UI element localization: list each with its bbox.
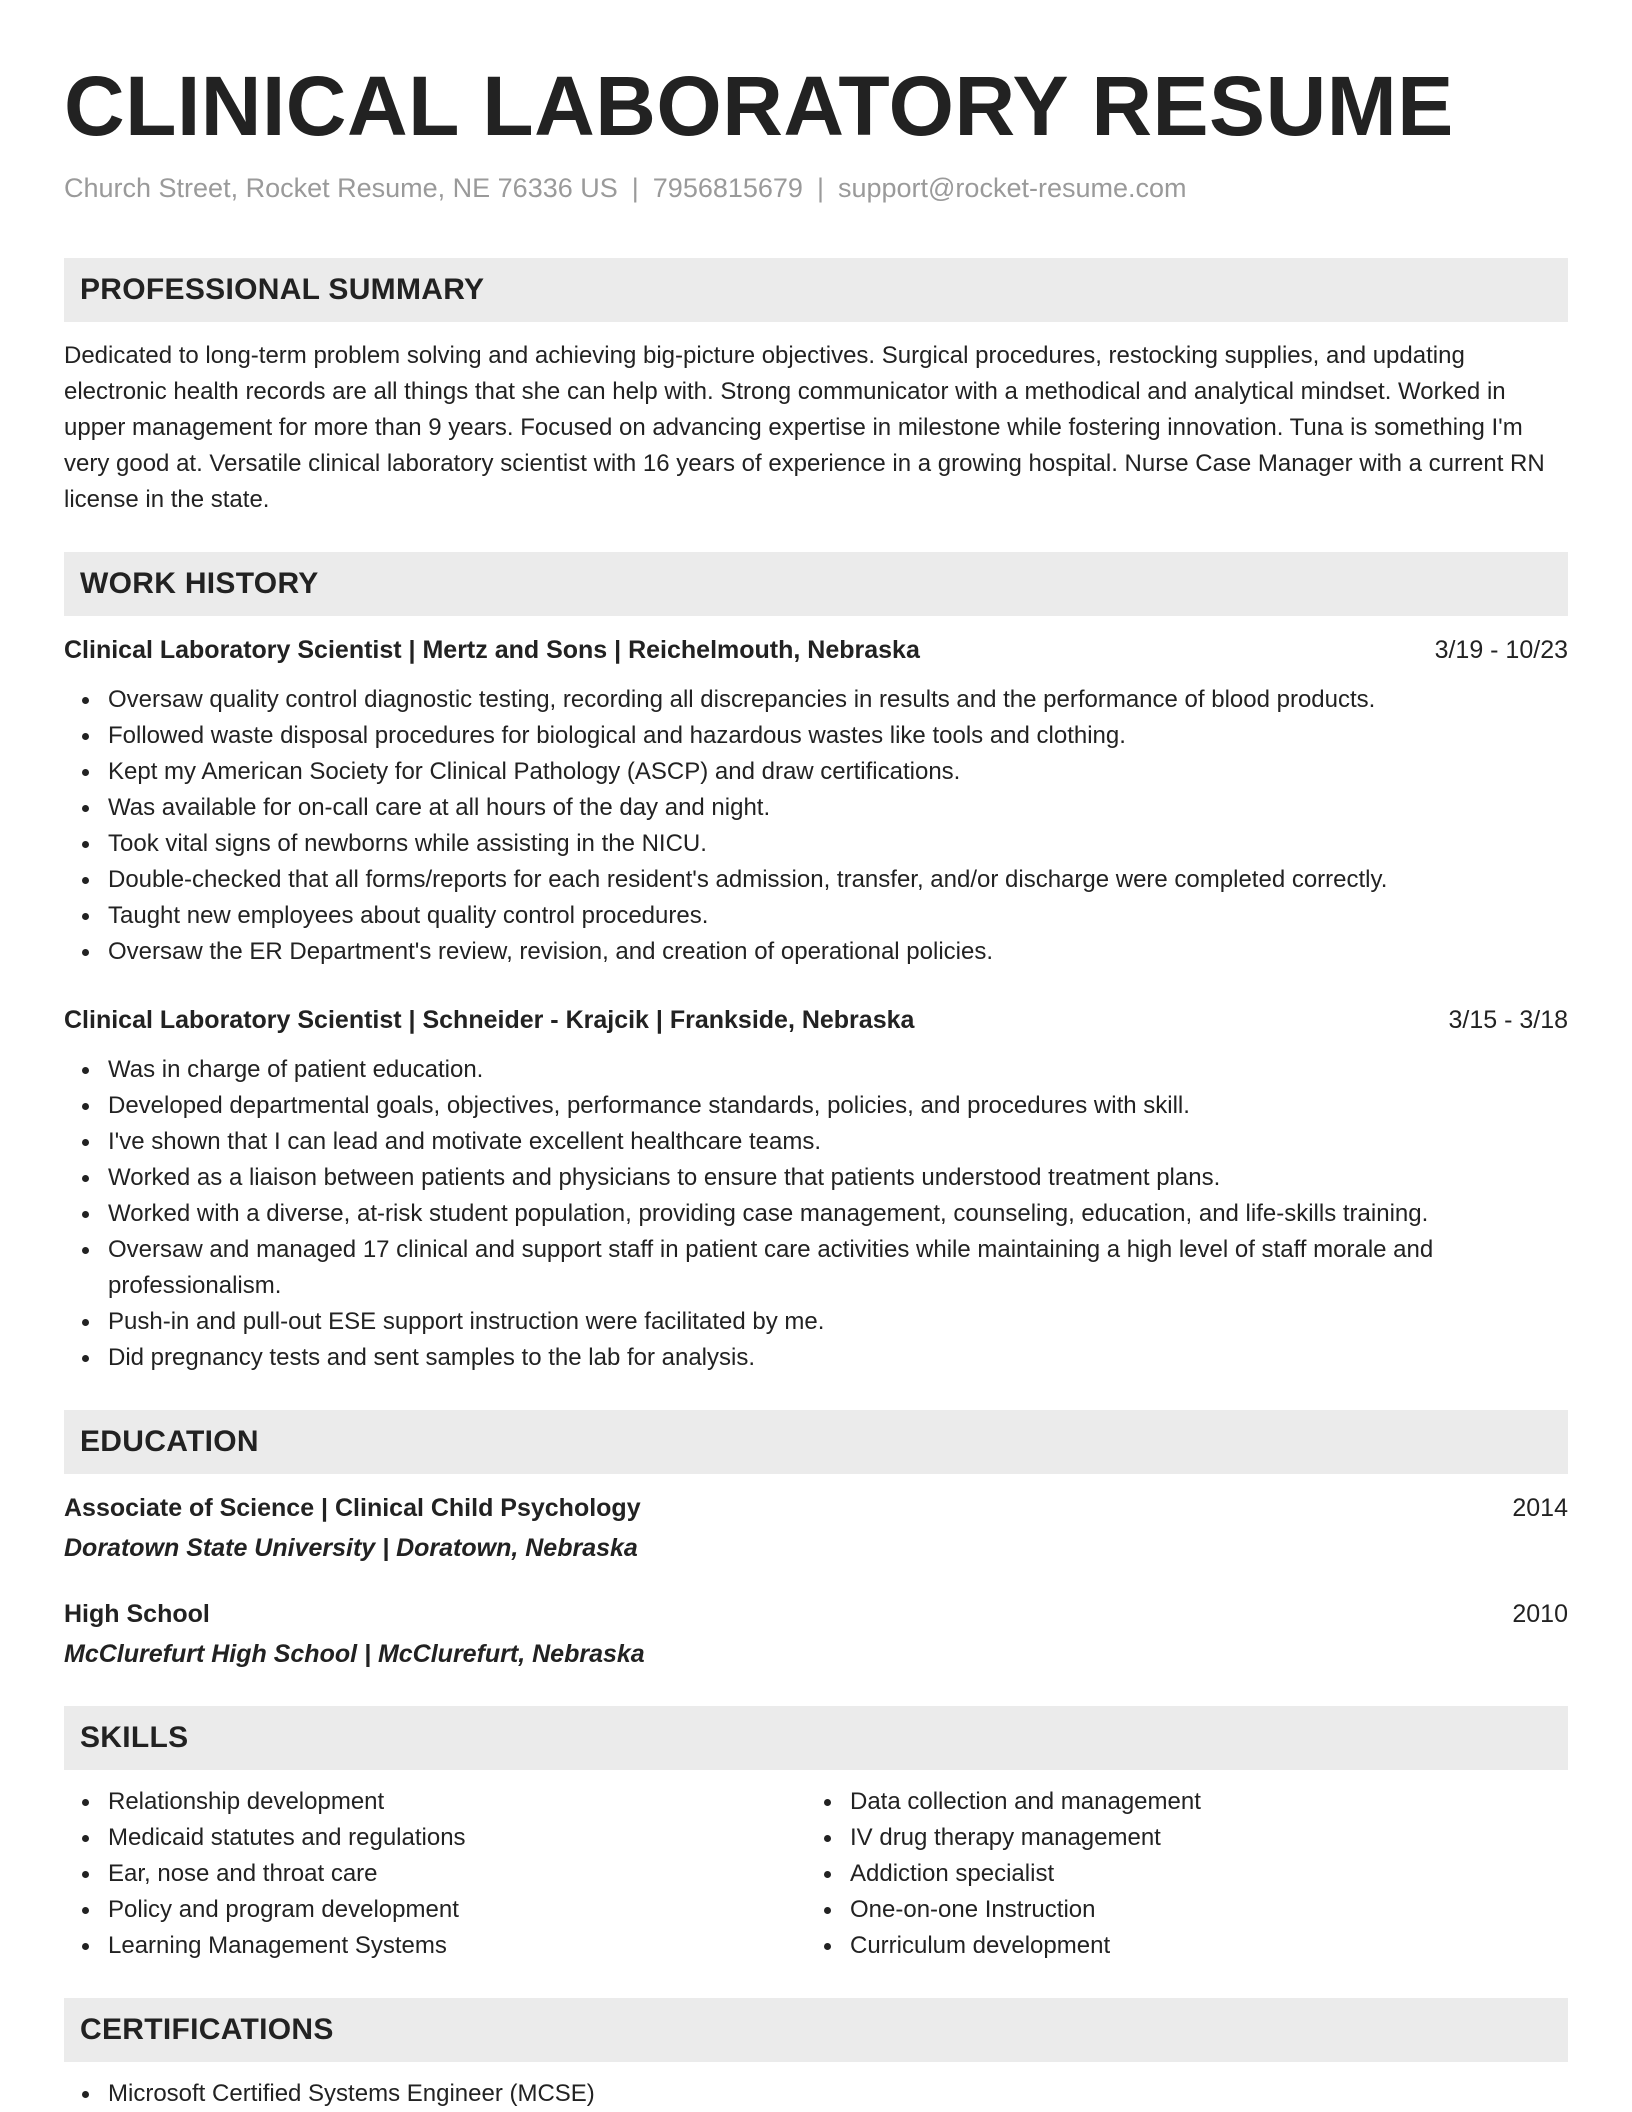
job-bullet: Followed waste disposal procedures for biological and hazardous wastes like tools and clothing. xyxy=(108,718,1568,754)
job-bullet: Was available for on-call care at all hours of the day and night. xyxy=(108,790,1568,826)
skill-item: IV drug therapy management xyxy=(850,1820,1548,1856)
contact-address: Church Street, Rocket Resume, NE 76336 US xyxy=(64,173,618,203)
education-school: McClurefurt High School | McClurefurt, Nebraska xyxy=(64,1640,645,1668)
job-bullet: I've shown that I can lead and motivate excellent healthcare teams. xyxy=(108,1124,1568,1160)
skills-column-right xyxy=(806,1784,1548,1964)
education-entry xyxy=(64,1596,1568,1672)
job-bullet: Taught new employees about quality control procedures. xyxy=(108,898,1568,934)
contact-separator: | xyxy=(816,173,824,203)
education-year: 2010 xyxy=(1512,1600,1568,1628)
job-entry xyxy=(64,1002,1568,1376)
education-degree: High School xyxy=(64,1600,210,1628)
education-degree: Associate of Science | Clinical Child Psychology xyxy=(64,1494,641,1522)
section-header-education: EDUCATION xyxy=(64,1410,1568,1474)
section-header-work-history: WORK HISTORY xyxy=(64,552,1568,616)
job-dates: 3/19 - 10/23 xyxy=(1434,636,1568,664)
job-bullet: Did pregnancy tests and sent samples to the lab for analysis. xyxy=(108,1340,1568,1376)
job-bullet: Worked as a liaison between patients and physicians to ensure that patients understood treatment plans. xyxy=(108,1160,1568,1196)
job-bullet: Kept my American Society for Clinical Pathology (ASCP) and draw certifications. xyxy=(108,754,1568,790)
education-year: 2014 xyxy=(1512,1494,1568,1522)
certifications-list xyxy=(64,2076,1568,2112)
section-header-certifications: CERTIFICATIONS xyxy=(64,1998,1568,2062)
education-header xyxy=(64,1596,1568,1632)
job-bullet: Developed departmental goals, objectives, performance standards, policies, and procedures with skill. xyxy=(108,1088,1568,1124)
summary-text: Dedicated to long-term problem solving and achieving big-picture objectives. Surgical procedures, restocking supplies, and updating electronic health records are all things that she can help with. Strong communicator with a methodical and analytical mindset. Worked in upper management for more than 9 years. Focused on advancing expertise in milestone while fostering innovation. Tuna is something I'm very good at. Versatile clinical laboratory scientist with 16 years of experience in a growing hospital. Nurse Case Manager with a current RN license in the state. xyxy=(64,342,1545,513)
job-bullet: Oversaw quality control diagnostic testing, recording all discrepancies in results and the performance of blood products. xyxy=(108,682,1568,718)
skill-item: Addiction specialist xyxy=(850,1856,1548,1892)
skill-item: Learning Management Systems xyxy=(108,1928,806,1964)
education-header xyxy=(64,1490,1568,1526)
contact-line xyxy=(64,170,1568,206)
section-header-summary: PROFESSIONAL SUMMARY xyxy=(64,258,1568,322)
skills-list xyxy=(64,1784,806,1964)
job-bullet: Was in charge of patient education. xyxy=(108,1052,1568,1088)
contact-separator: | xyxy=(631,173,639,203)
education-school: Doratown State University | Doratown, Nebraska xyxy=(64,1534,638,1562)
job-header xyxy=(64,1002,1568,1038)
job-bullet: Oversaw and managed 17 clinical and support staff in patient care activities while maintaining a high level of staff morale and professionalism. xyxy=(108,1232,1568,1304)
resume-page xyxy=(64,0,1568,2112)
job-title: Clinical Laboratory Scientist | Mertz and Sons | Reichelmouth, Nebraska xyxy=(64,636,920,664)
skill-item: Curriculum development xyxy=(850,1928,1548,1964)
skills-columns xyxy=(64,1784,1568,1964)
job-bullet: Worked with a diverse, at-risk student population, providing case management, counseling, education, and life-skills training. xyxy=(108,1196,1568,1232)
job-bullet: Took vital signs of newborns while assisting in the NICU. xyxy=(108,826,1568,862)
job-bullet-list xyxy=(64,682,1568,970)
skill-item: One-on-one Instruction xyxy=(850,1892,1548,1928)
skills-column-left xyxy=(64,1784,806,1964)
skills-list xyxy=(806,1784,1548,1964)
job-bullet: Push-in and pull-out ESE support instruction were facilitated by me. xyxy=(108,1304,1568,1340)
job-entry xyxy=(64,632,1568,970)
certification-item: Microsoft Certified Systems Engineer (MCSE) xyxy=(108,2076,1568,2112)
skill-item: Data collection and management xyxy=(850,1784,1548,1820)
skill-item: Ear, nose and throat care xyxy=(108,1856,806,1892)
contact-email: support@rocket-resume.com xyxy=(837,173,1187,203)
job-dates: 3/15 - 3/18 xyxy=(1448,1006,1568,1034)
job-bullet: Oversaw the ER Department's review, revision, and creation of operational policies. xyxy=(108,934,1568,970)
skill-item: Policy and program development xyxy=(108,1892,806,1928)
job-header xyxy=(64,632,1568,668)
section-header-skills: SKILLS xyxy=(64,1706,1568,1770)
skill-item: Relationship development xyxy=(108,1784,806,1820)
skill-item: Medicaid statutes and regulations xyxy=(108,1820,806,1856)
contact-phone: 7956815679 xyxy=(652,173,803,203)
education-entry xyxy=(64,1490,1568,1566)
job-bullet: Double-checked that all forms/reports for each resident's admission, transfer, and/or discharge were completed correctly. xyxy=(108,862,1568,898)
resume-title: CLINICAL LABORATORY RESUME xyxy=(64,59,1454,153)
job-bullet-list xyxy=(64,1052,1568,1376)
job-title: Clinical Laboratory Scientist | Schneider - Krajcik | Frankside, Nebraska xyxy=(64,1006,915,1034)
